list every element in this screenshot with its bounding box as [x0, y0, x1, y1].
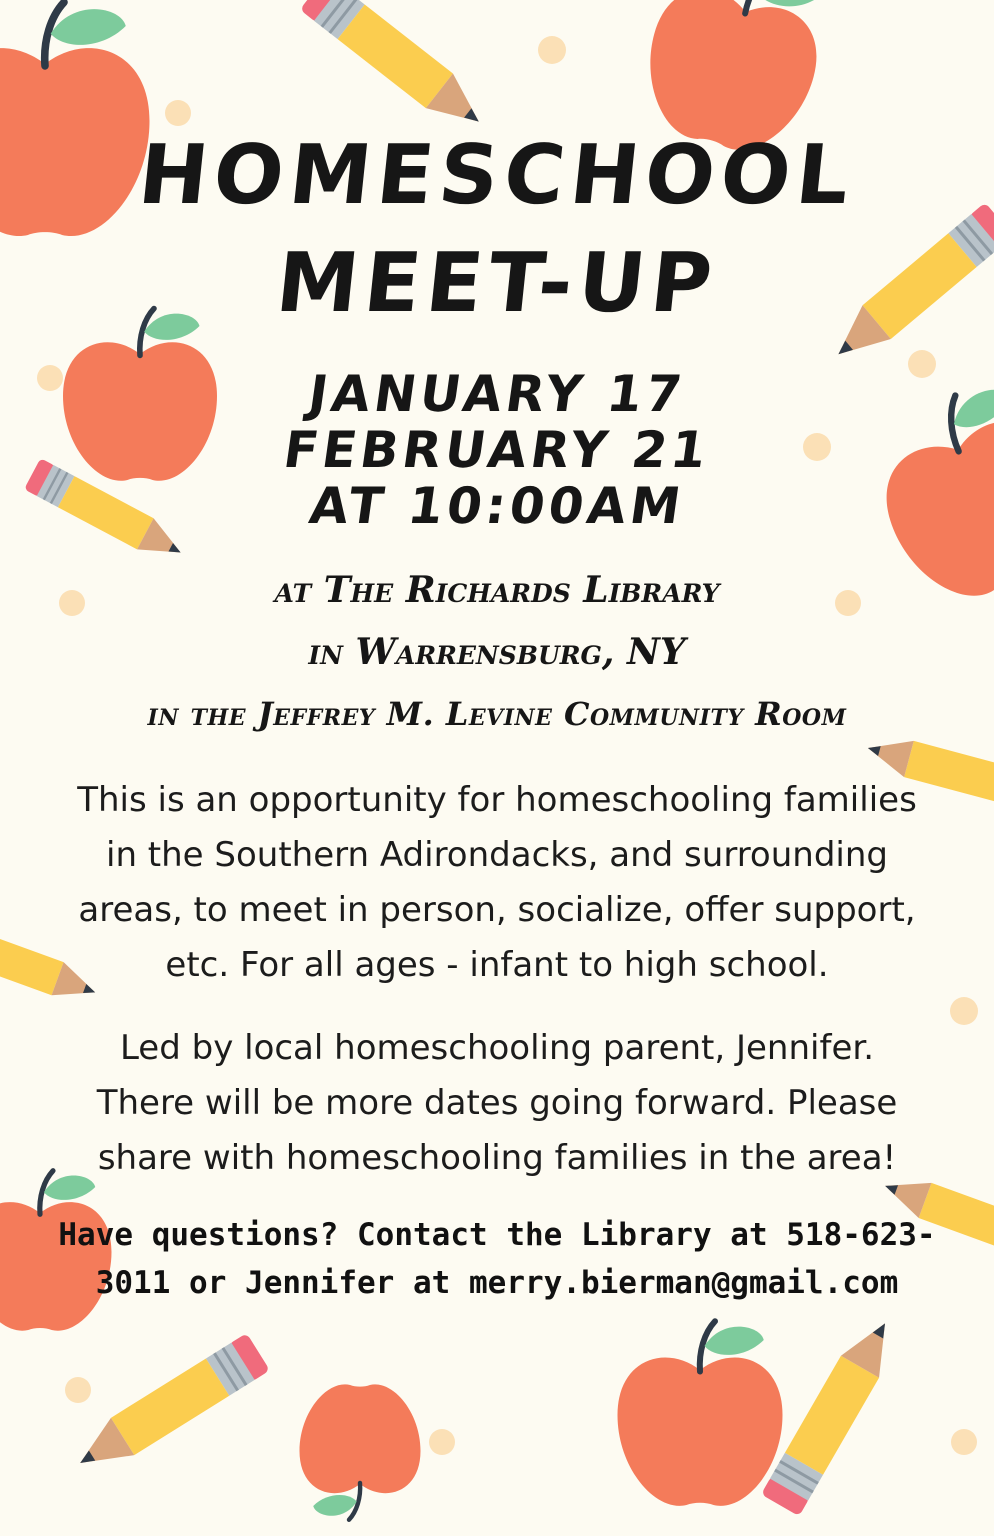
title-line-1: HOMESCHOOL — [134, 128, 860, 223]
dot — [538, 36, 566, 64]
venue-library: at The Richards Library — [274, 569, 720, 611]
leader-line-3: share with homeschooling families in the area! — [97, 1138, 897, 1178]
description-line-2: in the Southern Adirondacks, and surrounding — [106, 835, 888, 875]
description-line-3: areas, to meet in person, socialize, offer support, — [78, 890, 916, 930]
pencil-icon — [69, 1333, 270, 1482]
leader-line-2: There will be more dates going forward. Please — [96, 1083, 898, 1123]
date-line-1: JANUARY 17 — [304, 365, 690, 423]
contact-line-1: Have questions? Contact the Library at 518-623- — [58, 1217, 936, 1253]
title-line-2: MEET-UP — [271, 236, 723, 331]
description-line-1: This is an opportunity for homeschooling families — [77, 780, 917, 820]
time-line: AT 10:00AM — [305, 477, 689, 535]
leader-line-1: Led by local homeschooling parent, Jennifer. — [119, 1028, 875, 1068]
venue-room: in the Jeffrey M. Levine Community Room — [147, 695, 847, 733]
description-line-4: etc. For all ages - infant to high school. — [165, 945, 829, 985]
dot — [951, 1429, 977, 1455]
pencil-icon — [300, 0, 493, 139]
dot — [65, 1377, 91, 1403]
apple-icon — [618, 1321, 783, 1506]
apple-icon — [300, 1384, 421, 1519]
dot — [429, 1429, 455, 1455]
venue-town: in Warrensburg, NY — [308, 631, 686, 673]
contact-line-2: 3011 or Jennifer at merry.bierman@gmail.com — [95, 1265, 899, 1301]
date-line-2: FEBRUARY 21 — [280, 421, 714, 479]
